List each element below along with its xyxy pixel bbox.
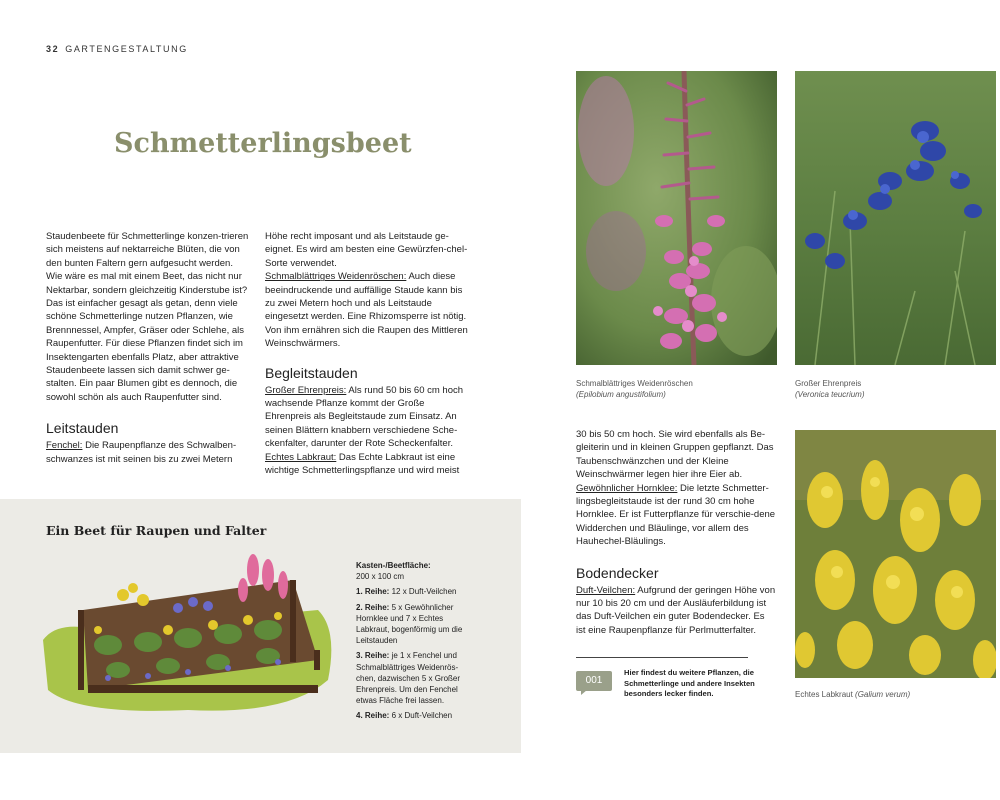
legend-heading: Kasten-/Beetfläche:	[356, 561, 431, 570]
bed-illustration	[38, 550, 338, 720]
section-name: GARTENGESTALTUNG	[65, 44, 188, 54]
caption-1-name: Schmalblättriges Weidenröschen	[576, 379, 693, 388]
term-fenchel: Fenchel:	[46, 440, 83, 452]
veilchen-paragraph	[576, 584, 776, 638]
column-1	[46, 230, 251, 466]
weidenroeschen-paragraph	[265, 270, 471, 350]
fenchel-text: Die Raupenpflanze des Schwalben-schwanzes ist mit seinen bis zu zwei Metern	[46, 440, 237, 465]
fenchel-paragraph	[46, 439, 251, 466]
col2-continuation: Höhe recht imposant und als Leitstaude ge-eignet. Es wird am besten eine Gewürzfen-chel-Sorte verwendet.	[265, 231, 468, 269]
hint-divider	[576, 657, 748, 658]
caption-weidenroeschen	[576, 378, 776, 400]
term-weidenroeschen: Schmalblättriges Weidenröschen:	[265, 271, 407, 283]
plan-legend	[356, 560, 476, 726]
page-number: 32	[46, 44, 60, 54]
hornklee-paragraph	[576, 482, 776, 549]
speedwell-illustration	[795, 71, 996, 365]
heading-leitstauden: Leitstauden	[46, 420, 119, 437]
term-ehrenpreis: Großer Ehrenpreis:	[265, 384, 347, 396]
hornklee-text: Die letzte Schmetter-lingsbegleitstaude ist der rund 30 cm hohe Hornklee. Er ist Futterpflanze für verschie-dene Widderchen und Bläulinge, vor allem des Hauhechel-Bläulings.	[576, 482, 776, 548]
hint-text: Hier findest du weitere Pflanzen, die Schmetterlinge und andere Insekten besonders lecker finden.	[624, 668, 755, 698]
caption-labkraut	[795, 689, 995, 700]
intro-paragraph-2: Das ist einfacher gesagt als getan, denn viele schöne Schmetterlinge nutzen Pflanzen, wie Brennnessel, Ampfer, Gräser oder Schlehe, als Raupenfutter. Für diese Pflanzen findet sich im Insektengarten ebenfalls Platz, aber attraktive Staudenbeete lassen sich damit schwer ge-stalten. Ein paar Blumen gibt es dennoch, die sowohl schön als auch Raupenfutter sind.	[46, 298, 245, 403]
running-header	[46, 44, 188, 54]
caption-3-latin: (Galium verum)	[855, 690, 911, 699]
plan-box-title: Ein Beet für Raupen und Falter	[46, 523, 267, 538]
hint-badge-tail	[581, 690, 587, 695]
caption-2-latin: (Veronica teucrium)	[795, 390, 865, 399]
legend-row-4: 4. Reihe: 6 x Duft-Veilchen	[356, 711, 453, 721]
labkraut-text: Das Echte Labkraut ist eine wichtige Schmetterlingspflanze und wird meist	[265, 451, 460, 477]
labkraut-paragraph	[265, 451, 471, 478]
page-title: Schmetterlingsbeet	[114, 128, 412, 159]
photo-labkraut	[795, 430, 996, 678]
legend-row-1: 1. Reihe: 12 x Duft-Veilchen	[356, 587, 457, 597]
column-2	[265, 230, 471, 478]
ehrenpreis-paragraph	[265, 384, 471, 451]
legend-row-2: 2. Reihe: 5 x Gewöhnlicher Hornklee und 7 x Echtes Labkraut, bogenförmig um die Leitstauden	[356, 602, 463, 646]
column-3	[576, 428, 776, 637]
heading-begleitstauden: Begleitstauden	[265, 364, 358, 381]
photo-ehrenpreis	[795, 71, 996, 365]
caption-2-name: Großer Ehrenpreis	[795, 379, 862, 388]
intro-paragraph-1: Staudenbeete für Schmetterlinge konzen-trieren sich meistens auf nektarreiche Blüten, die von den bunten Faltern gern aufgesucht werden. Wie wäre es mal mit einem Beet, das nicht nur Nektarbar, sondern gleichzeitig Kinderstube ist?	[46, 231, 249, 296]
caption-1-latin: (Epilobium angustifolium)	[576, 390, 666, 399]
term-duft-veilchen: Duft-Veilchen:	[576, 584, 636, 596]
col3-continuation: 30 bis 50 cm hoch. Sie wird ebenfalls als Be-gleiterin und in kleinen Gruppen gepflanzt. Das Taubenschwänzchen und der Kleine Weinschwärmer legen hier ihre Eier ab.	[576, 429, 774, 481]
caption-3-name: Echtes Labkraut	[795, 690, 856, 699]
ehrenpreis-text: Als rund 50 bis 60 cm hoch wachsende Pflanze kommt der Große Ehrenpreis als Begleitstaude zum Einsatz. An seinen Blättern knabbern verschiedene Sche-ckenfalter, darunter der Rote Scheckenfalter.	[265, 384, 464, 450]
bedstraw-illustration	[795, 430, 996, 678]
heading-bodendecker: Bodendecker	[576, 564, 659, 581]
weidenroeschen-text: Auch diese beeindruckende und auffällige Staude kann bis zu zwei Metern hoch und als Leitstaude eingesetzt werden. Eine Rhizomsperre ist nötig. Von ihm ernähren sich die Raupen des Mittleren Weinschwärmers.	[265, 271, 468, 350]
term-hornklee: Gewöhnlicher Hornklee:	[576, 482, 678, 494]
photo-weidenroeschen	[576, 71, 777, 365]
fireweed-illustration	[576, 71, 777, 365]
legend-size: 200 x 100 cm	[356, 572, 405, 582]
hint-badge[interactable]: 001	[576, 671, 612, 691]
legend-row-3: 3. Reihe: je 1 x Fenchel und Schmalblättriges Weidenrös-chen, dazwischen 5 x Großer Ehrenpreis. Um den Fenchel etwas Fläche frei lassen.	[356, 651, 461, 706]
raised-bed-drawing	[38, 550, 338, 720]
term-labkraut: Echtes Labkraut:	[265, 451, 337, 463]
caption-ehrenpreis	[795, 378, 995, 400]
veilchen-text: Aufgrund der geringen Höhe von nur 10 bis 20 cm und der Ausläuferbildung ist das Duft-Veilchen ein guter Bodendecker. Es ist eine Raupenpflanze für Perlmutterfalter.	[576, 584, 776, 636]
